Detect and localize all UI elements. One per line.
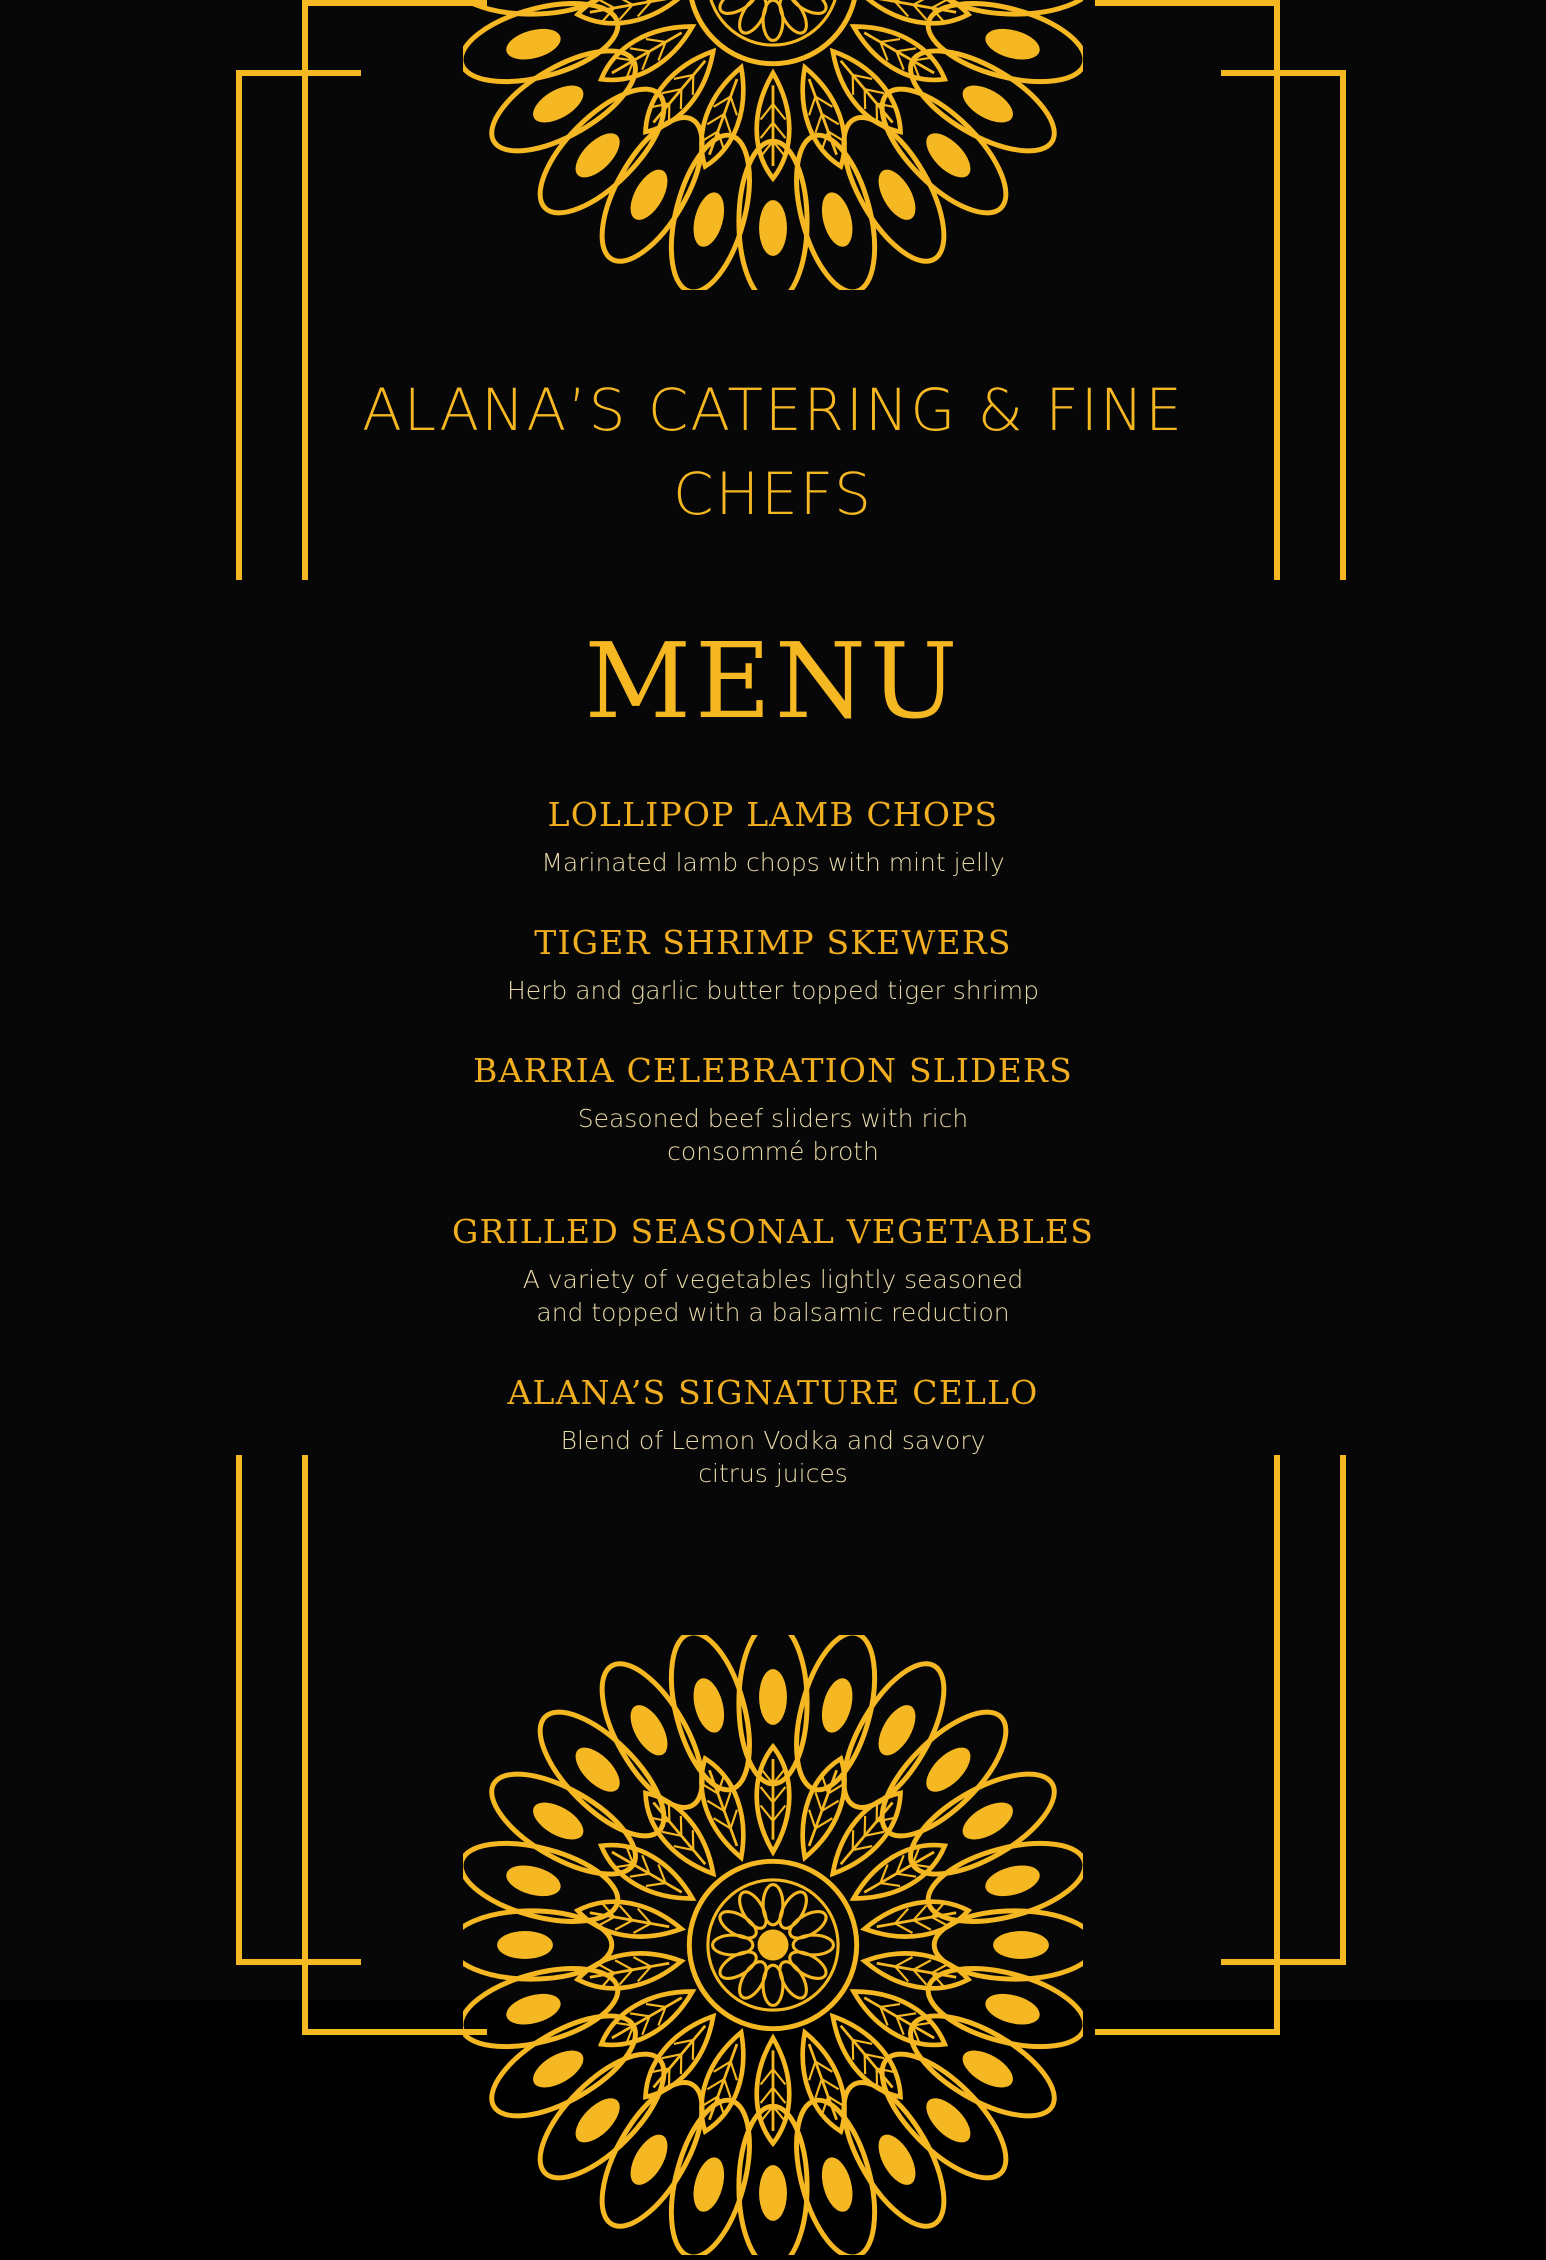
deco-frame-bottom bbox=[236, 1455, 1346, 2075]
menu-item-description-line: Herb and garlic butter topped tiger shrimp bbox=[506, 976, 1040, 1005]
menu-item-name: ALANA’S SIGNATURE CELLO bbox=[507, 1373, 1039, 1412]
business-name-line-1: ALANA’S CATERING & FINE bbox=[362, 376, 1184, 444]
list-item bbox=[0, 1212, 1546, 1329]
menu-item-description-line: and topped with a balsamic reduction bbox=[536, 1298, 1010, 1327]
menu-item-description bbox=[0, 1102, 1546, 1168]
menu-item-name: GRILLED SEASONAL VEGETABLES bbox=[451, 1212, 1095, 1251]
mandala-ornament-bottom-icon bbox=[463, 1635, 1083, 2260]
menu-item-name: LOLLIPOP LAMB CHOPS bbox=[547, 795, 999, 834]
menu-item-description bbox=[0, 846, 1546, 879]
menu-item-description-line: consommé broth bbox=[667, 1137, 879, 1166]
menu-item-description bbox=[0, 974, 1546, 1007]
menu-item-name: TIGER SHRIMP SKEWERS bbox=[534, 923, 1012, 962]
menu-item-description-line: Blend of Lemon Vodka and savory bbox=[560, 1426, 986, 1455]
menu-item-description bbox=[0, 1263, 1546, 1329]
page-title: MENU bbox=[584, 620, 962, 742]
business-name bbox=[0, 368, 1546, 536]
list-item bbox=[0, 1051, 1546, 1168]
menu-item-description-line: Seasoned beef sliders with rich bbox=[577, 1104, 969, 1133]
business-name-line-2: CHEFS bbox=[673, 460, 873, 529]
list-item bbox=[0, 1373, 1546, 1490]
menu-item-list bbox=[0, 795, 1546, 1490]
menu-item-name: BARRIA CELEBRATION SLIDERS bbox=[473, 1051, 1073, 1090]
menu-item-description-line: A variety of vegetables lightly seasoned bbox=[522, 1265, 1024, 1294]
list-item bbox=[0, 795, 1546, 879]
menu-item-description bbox=[0, 1424, 1546, 1490]
mandala-ornament-top-icon bbox=[463, 0, 1083, 295]
list-item bbox=[0, 923, 1546, 1007]
menu-item-description-line: citrus juices bbox=[698, 1459, 848, 1488]
menu-item-description-line: Marinated lamb chops with mint jelly bbox=[541, 848, 1005, 877]
